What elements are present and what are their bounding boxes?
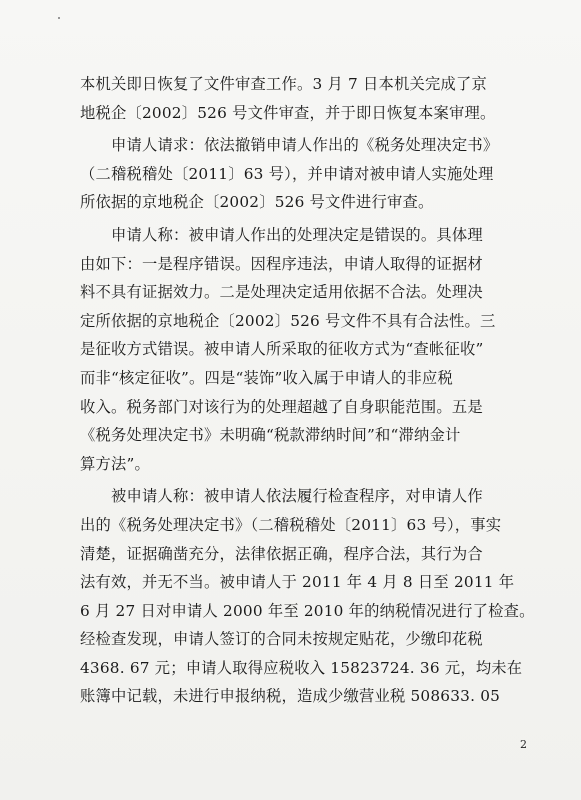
text-line: 料不具有证据效力。二是处理决定适用依据不合法。处理决 (80, 283, 483, 302)
scan-speck (58, 17, 60, 19)
text-line: 清楚，证据确凿充分，法律依据正确，程序合法，其行为合 (80, 544, 483, 563)
text-line: 账簿中记载，未进行申报纳税，造成少缴营业税 508633. 05 (80, 687, 501, 706)
text-line: 6 月 27 日对申请人 2000 年至 2010 年的纳税情况进行了检查。 (80, 601, 535, 620)
text-line: （二稽税稽处〔2011〕63 号），并申请对被申请人实施处理 (80, 164, 494, 183)
text-line: 本机关即日恢复了文件审查工作。3 月 7 日本机关完成了京 (80, 75, 487, 93)
text-line: 被申请人称：被申请人依法履行检查程序，对申请人作 (80, 487, 483, 506)
paragraph (80, 70, 525, 127)
text-line: 定所依据的京地税企〔2002〕526 号文件不具有合法性。三 (80, 311, 496, 330)
text-line: 申请人请求：依法撤销申请人作出的《税务处理决定书》 (80, 136, 499, 155)
text-line: 所依据的京地税企〔2002〕526 号文件进行审查。 (80, 193, 434, 212)
text-line: 申请人称：被申请人作出的处理决定是错误的。具体理 (80, 225, 483, 244)
text-line: 收入。税务部门对该行为的处理超越了自身职能范围。五是 (80, 397, 483, 416)
paragraph (80, 482, 535, 711)
page-number: 2 (520, 738, 527, 751)
text-line: 而非“核定征收”。四是“装饰”收入属于申请人的非应税 (80, 368, 454, 387)
text-line: 由如下：一是程序错误。因程序违法，申请人取得的证据材 (80, 254, 483, 273)
text-line: 是征收方式错误。被申请人所采取的征收方式为“查帐征收” (80, 340, 484, 359)
text-line: 出的《税务处理决定书》（二稽税稽处〔2011〕63 号），事实 (80, 515, 502, 534)
paragraph (80, 221, 525, 478)
text-line: 《税务处理决定书》未明确“税款滞纳时间”和“滞纳金计 (80, 426, 461, 445)
document-body (80, 70, 535, 715)
text-line: 经检查发现，申请人签订的合同未按规定贴花，少缴印花税 (80, 630, 483, 649)
text-line: 算方法”。 (80, 454, 151, 473)
paragraph (80, 131, 525, 217)
text-line: 地税企〔2002〕526 号文件审查，并于即日恢复本案审理。 (80, 103, 496, 122)
text-line: 4368. 67 元；申请人取得应税收入 15823724. 36 元，均未在 (80, 658, 523, 677)
text-line: 法有效，并无不当。被申请人于 2011 年 4 月 8 日至 2011 年 (80, 573, 515, 592)
